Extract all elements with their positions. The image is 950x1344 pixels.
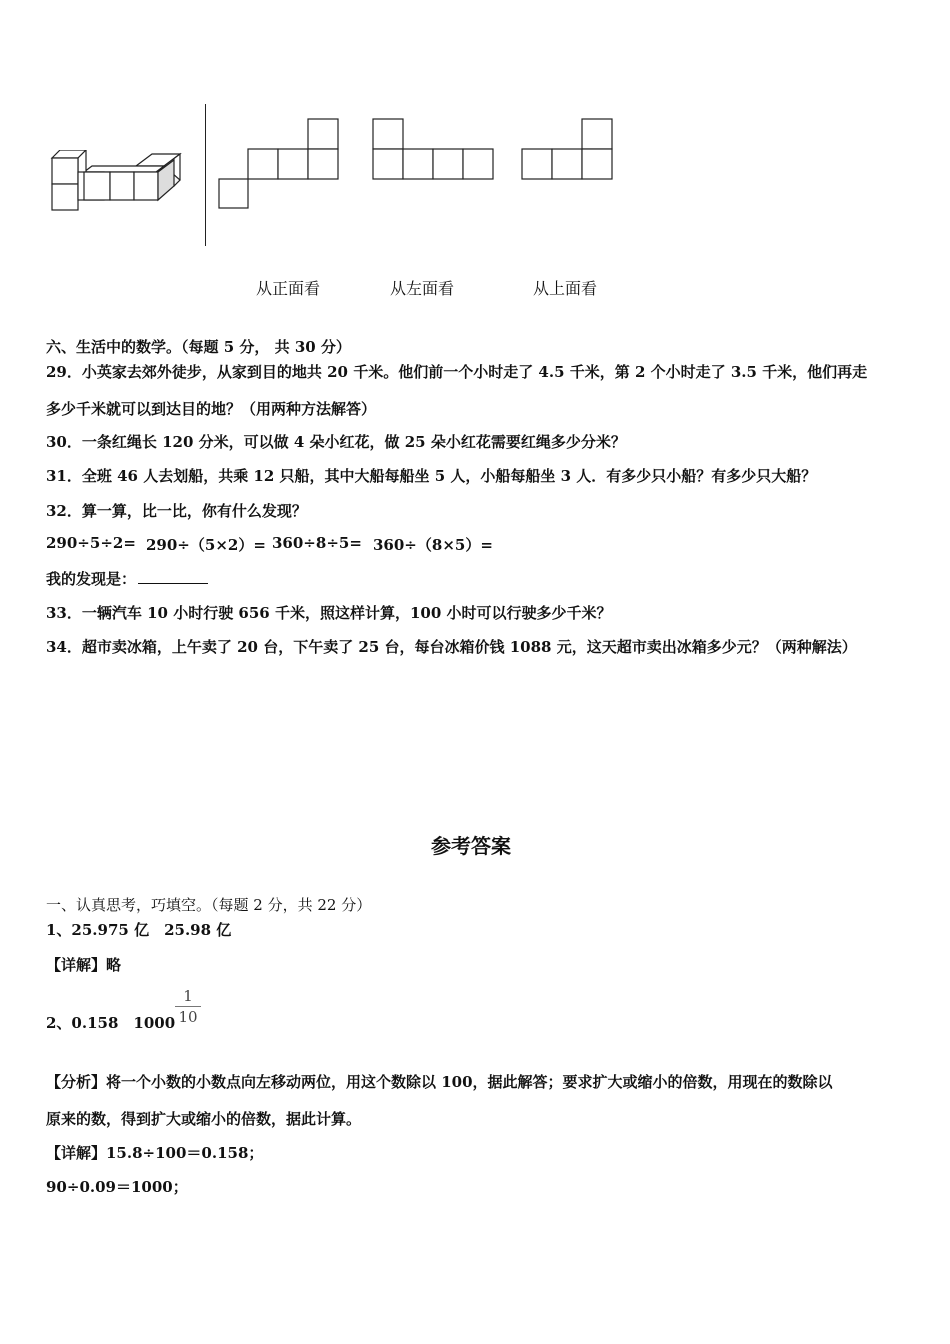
front-view-label: 从正面看 xyxy=(256,279,321,298)
left-view-grid xyxy=(372,118,496,180)
answer-2-detail-line1: 【详解】15.8÷100＝0.158； xyxy=(46,1144,264,1162)
figure-divider xyxy=(205,104,206,246)
question-29-line1: 29．小英家去郊外徒步，从家到目的地共 20 千米。他们前一个小时走了 4.5 千米，第 2 个小时走了 3.5 千米，他们再走 xyxy=(46,363,868,381)
finding-blank[interactable] xyxy=(138,569,208,584)
question-29-line2: 多少千米就可以到达目的地？（用两种方法解答） xyxy=(46,400,377,418)
fraction-numerator: 1 xyxy=(175,986,201,1007)
question-31: 31．全班 46 人去划船，共乘 12 只船，其中大船每船坐 5 人，小船每船坐 3 人．有多少只小船？有多少只大船？ xyxy=(46,467,817,485)
question-34: 34．超市卖冰箱，上午卖了 20 台，下午卖了 25 台，每台冰箱价钱 1088 元，这天超市卖出冰箱多少元？（两种解法） xyxy=(46,638,857,656)
section6-heading: 六、生活中的数学。（每题 5 分， 共 30 分） xyxy=(46,338,351,356)
answer-2-fraction xyxy=(175,986,201,1027)
answer-2-analysis-line1: 【分析】将一个小数的小数点向左移动两位，用这个数除以 100，据此解答；要求扩大或缩小的倍数，用现在的数除以 xyxy=(46,1073,833,1091)
left-view-label: 从左面看 xyxy=(390,279,455,298)
fraction-denominator: 10 xyxy=(178,1008,198,1026)
question-33: 33．一辆汽车 10 小时行驶 656 千米，照这样计算，100 小时可以行驶多少千米？ xyxy=(46,604,612,622)
question-30: 30．一条红绳长 120 分米，可以做 4 朵小红花，做 25 朵小红花需要红绳多少分米？ xyxy=(46,433,626,451)
question-32-expr-1: 290÷5÷2= xyxy=(46,534,136,552)
front-view-grid xyxy=(218,118,340,210)
top-view-grid xyxy=(521,118,615,180)
cube-figure-3d xyxy=(48,150,188,214)
answer-1-detail: 【详解】略 xyxy=(46,956,122,974)
answer-2-detail-line2: 90÷0.09＝1000； xyxy=(46,1178,188,1196)
question-32-expr-2: 290÷（5×2）= xyxy=(146,536,266,554)
answer-1: 1、25.975 亿 25.98 亿 xyxy=(46,921,232,939)
answer-2-analysis-line2: 原来的数，得到扩大或缩小的倍数，据此计算。 xyxy=(46,1110,362,1128)
question-32-expr-3: 360÷8÷5= xyxy=(272,534,362,552)
top-view-label: 从上面看 xyxy=(533,279,598,298)
answer-2: 2、0.158 1000 xyxy=(46,1014,176,1032)
question-32: 32．算一算，比一比，你有什么发现？ xyxy=(46,502,307,520)
finding-label: 我的发现是： xyxy=(46,570,137,588)
question-32-expr-4: 360÷（8×5）= xyxy=(373,536,493,554)
answers-title: 参考答案 xyxy=(431,834,511,858)
question-32-finding xyxy=(46,568,208,589)
answers-part1-heading: 一、认真思考，巧填空。（每题 2 分，共 22 分） xyxy=(46,896,372,914)
